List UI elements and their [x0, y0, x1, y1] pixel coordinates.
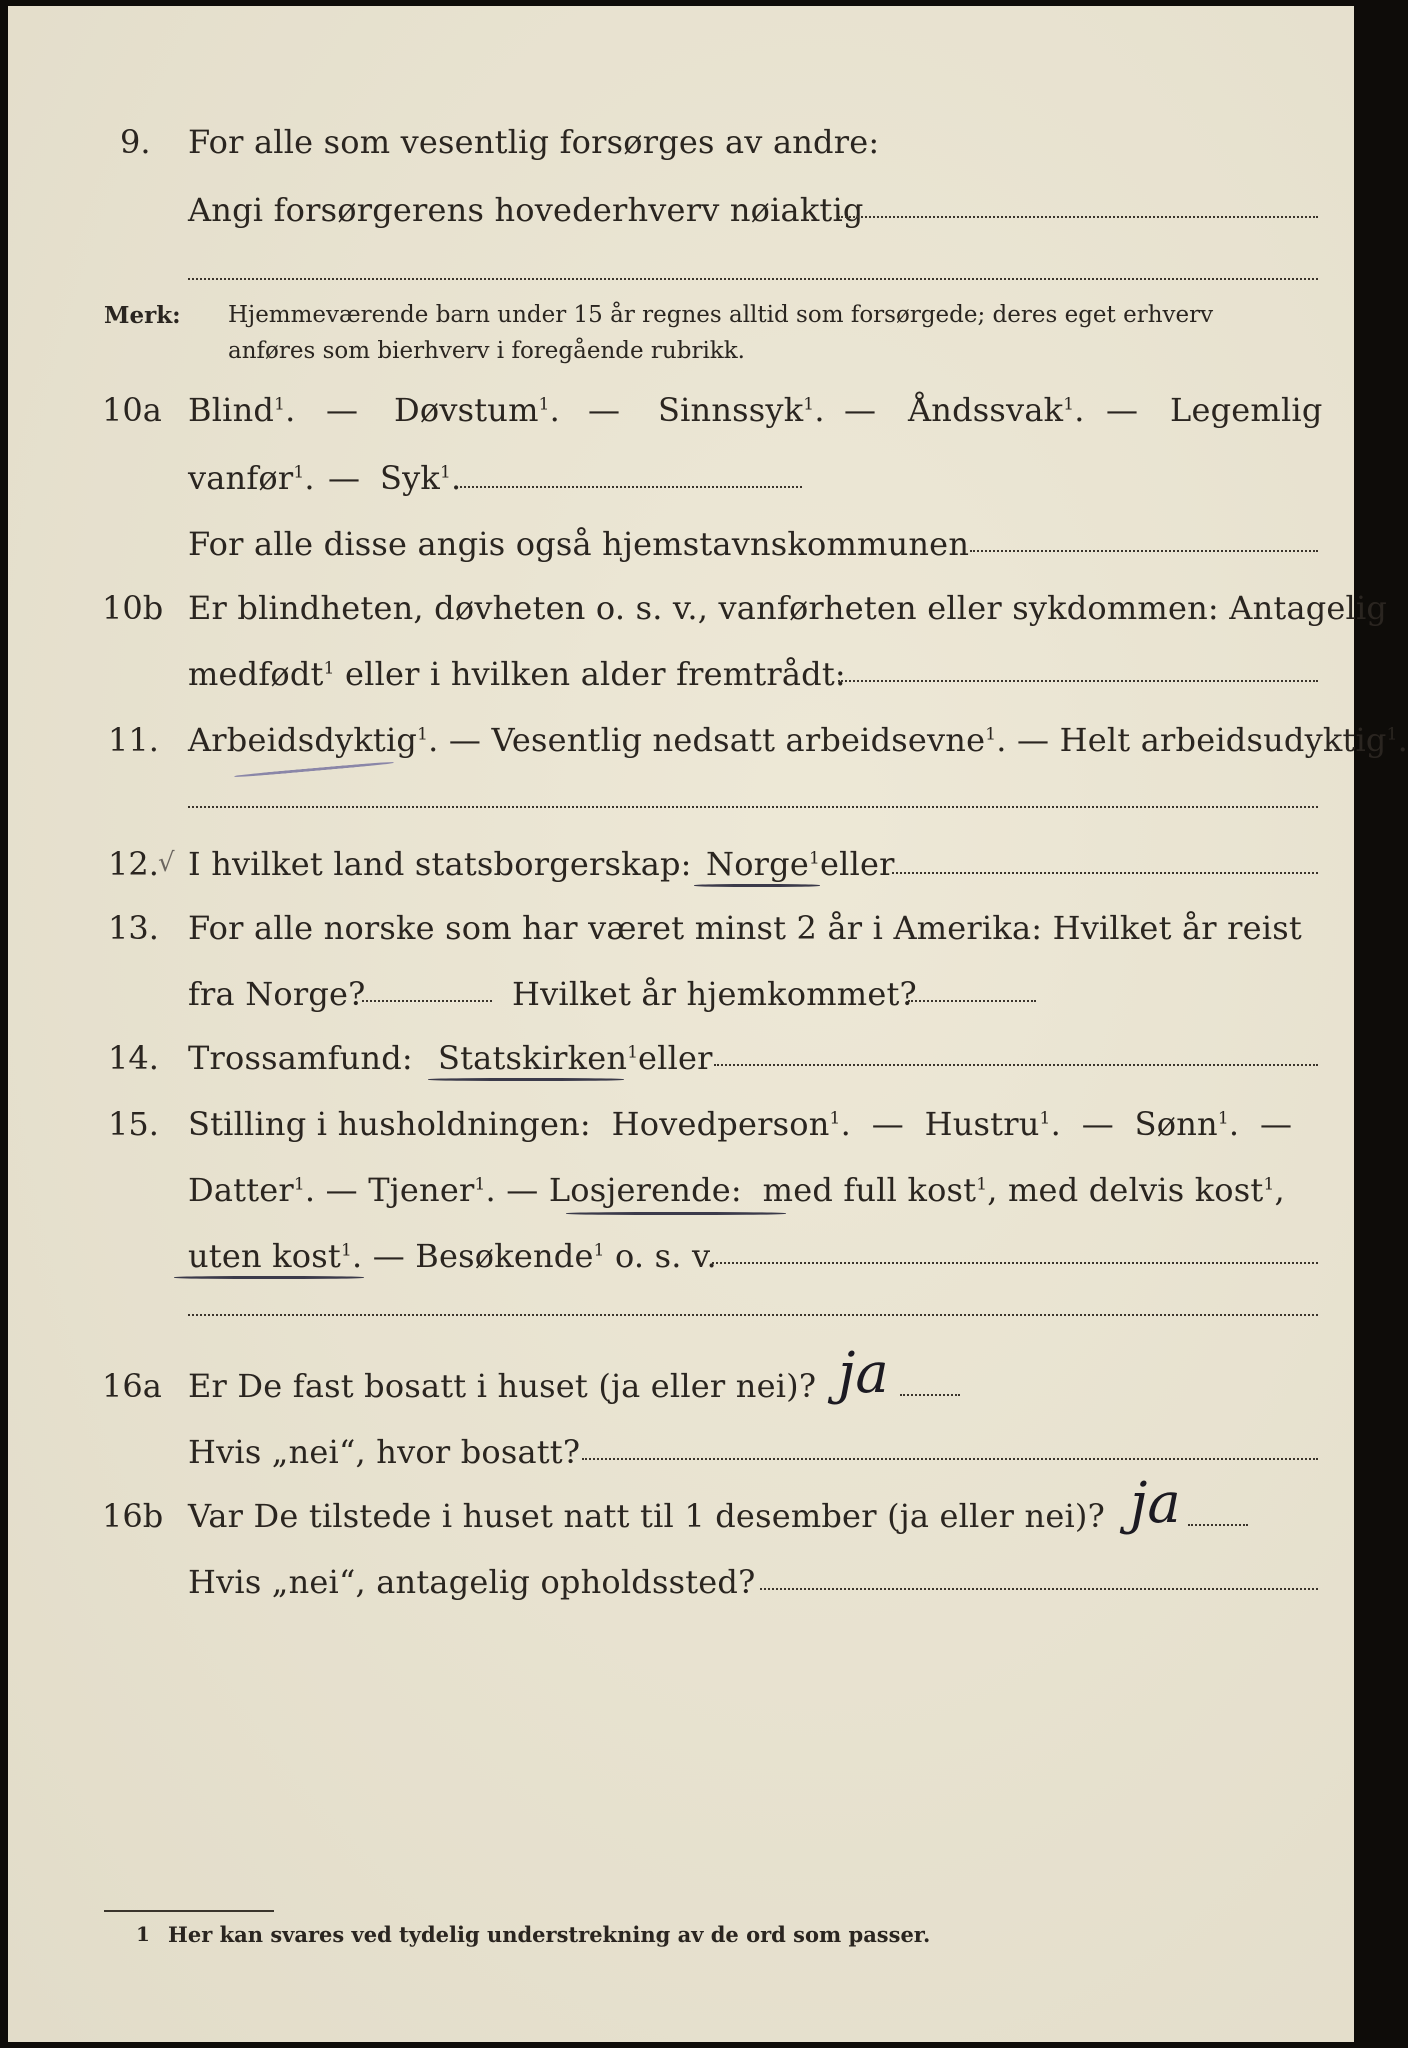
q10a-line3: For alle disse angis også hjemstavnskommunen [188, 525, 970, 563]
q13-line1: For alle norske som har været minst 2 år i Amerika: Hvilket år reist [188, 909, 1302, 947]
check-mark-12: √ [158, 848, 175, 878]
q9-answer-line-2[interactable] [188, 278, 1318, 280]
q13-reist-line[interactable] [362, 1000, 492, 1002]
q16a-line1: Er De fast bosatt i huset (ja eller nei)? [188, 1367, 817, 1405]
q16a-number: 16a [102, 1367, 162, 1405]
q9-answer-line[interactable] [838, 216, 1318, 218]
footnote-text: Her kan svares ved tydelig understrekning av de ord som passer. [168, 1922, 931, 1947]
q16b-number: 16b [102, 1497, 164, 1535]
q10a-sinnssyk: Sinnssyk$^1$. [658, 391, 825, 429]
q15-line1: Stilling i husholdningen: Hovedperson$^1$. — Hustru$^1$. — Sønn$^1$. — [188, 1105, 1293, 1143]
merk-label: Merk: [104, 302, 181, 329]
q12-number: 12. [108, 845, 159, 883]
q16b-answer-line[interactable] [1188, 1524, 1248, 1526]
q10b-number: 10b [102, 589, 164, 627]
q12-underline-norge [694, 884, 820, 887]
q12-answer-line[interactable] [892, 872, 1318, 874]
q16a-line2: Hvis „nei“, hvor bosatt? [188, 1433, 581, 1471]
q15-line2: Datter$^1$. — Tjener$^1$. — Losjerende: med full kost$^1$, med delvis kost$^1$, [188, 1171, 1285, 1209]
q16b-line1: Var De tilstede i huset natt til 1 desember (ja eller nei)? [188, 1497, 1105, 1535]
q10a-answer-line[interactable] [460, 486, 802, 488]
q15-answer-line[interactable] [712, 1262, 1318, 1264]
footnote-rule [104, 1910, 274, 1912]
q14-answer-line[interactable] [714, 1064, 1318, 1066]
q9-line1: For alle som vesentlig forsørges av andre: [188, 123, 880, 161]
q10a-blind: Blind$^1$. [188, 391, 296, 429]
q12-eller: eller [820, 845, 895, 883]
q10b-answer-line[interactable] [838, 680, 1318, 682]
q10a-dash3: — [844, 391, 877, 429]
q16a-answer-line[interactable] [900, 1394, 960, 1396]
q15-line3: uten kost$^1$. — Besøkende$^1$ o. s. v. [188, 1237, 717, 1275]
q10a-dash5: — [328, 459, 361, 497]
q10a-legemlig: Legemlig [1170, 391, 1323, 429]
q11-number: 11. [108, 721, 159, 759]
q10b-line2: medfødt$^1$ eller i hvilken alder fremtrådt: [188, 655, 846, 693]
q13-number: 13. [108, 909, 159, 947]
q10a-number: 10a [102, 391, 162, 429]
q16b-opholdssted-line[interactable] [760, 1588, 1318, 1590]
q11-line: Arbeidsdyktig$^1$. — Vesentlig nedsatt arbeidsevne$^1$. — Helt arbeidsudyktig$^1$. [188, 721, 1408, 759]
merk-line2: anføres som bierhverv i foregående rubrikk. [228, 338, 745, 364]
census-form-page [8, 6, 1408, 2042]
q16a-bosatt-line[interactable] [582, 1458, 1318, 1460]
q10a-dash1: — [326, 391, 359, 429]
q10a-hjemstavn-line[interactable] [970, 550, 1318, 552]
q14-underline-statskirken [428, 1078, 624, 1081]
q16b-line2: Hvis „nei“, antagelig opholdssted? [188, 1563, 756, 1601]
q15-answer-line-2[interactable] [188, 1314, 1318, 1316]
q14-number: 14. [108, 1039, 159, 1077]
q11-answer-line[interactable] [188, 806, 1318, 808]
footnote-mark: 1 [136, 1922, 150, 1946]
merk-line1: Hjemmeværende barn under 15 år regnes alltid som forsørgede; deres eget erhverv [228, 302, 1214, 328]
q13-hjem: Hvilket år hjemkommet? [512, 975, 917, 1013]
q13-hjem-line[interactable] [908, 1000, 1036, 1002]
q9-line2: Angi forsørgerens hovederhverv nøiaktig [188, 191, 864, 229]
q10a-andssvak: Åndssvak$^1$. [908, 391, 1085, 429]
q12-text: I hvilket land statsborgerskap: [188, 845, 692, 883]
q10a-dash4: — [1106, 391, 1139, 429]
q10a-dash2: — [588, 391, 621, 429]
q14-statskirken: Statskirken$^1$ [438, 1039, 639, 1077]
q16a-handwritten-answer: ja [838, 1341, 889, 1406]
q11-pencil-mark [234, 761, 394, 778]
q15-number: 15. [108, 1105, 159, 1143]
q16b-handwritten-answer: ja [1130, 1471, 1181, 1536]
q10b-line1: Er blindheten, døvheten o. s. v., vanførheten eller sykdommen: Antagelig [188, 589, 1388, 627]
q10a-dovstum: Døvstum$^1$. [394, 391, 561, 429]
q14-eller: eller [638, 1039, 713, 1077]
q12-norge: Norge$^1$ [706, 845, 821, 883]
q10a-vanfor: vanfør$^1$. [188, 459, 315, 497]
q14-text: Trossamfund: [188, 1039, 413, 1077]
q15-underline-losjerende [566, 1212, 786, 1215]
q9-number: 9. [120, 123, 151, 161]
q13-fra: fra Norge? [188, 975, 366, 1013]
q15-underline-uten-kost [174, 1276, 364, 1279]
q10a-syk: Syk$^1$. [380, 459, 462, 497]
